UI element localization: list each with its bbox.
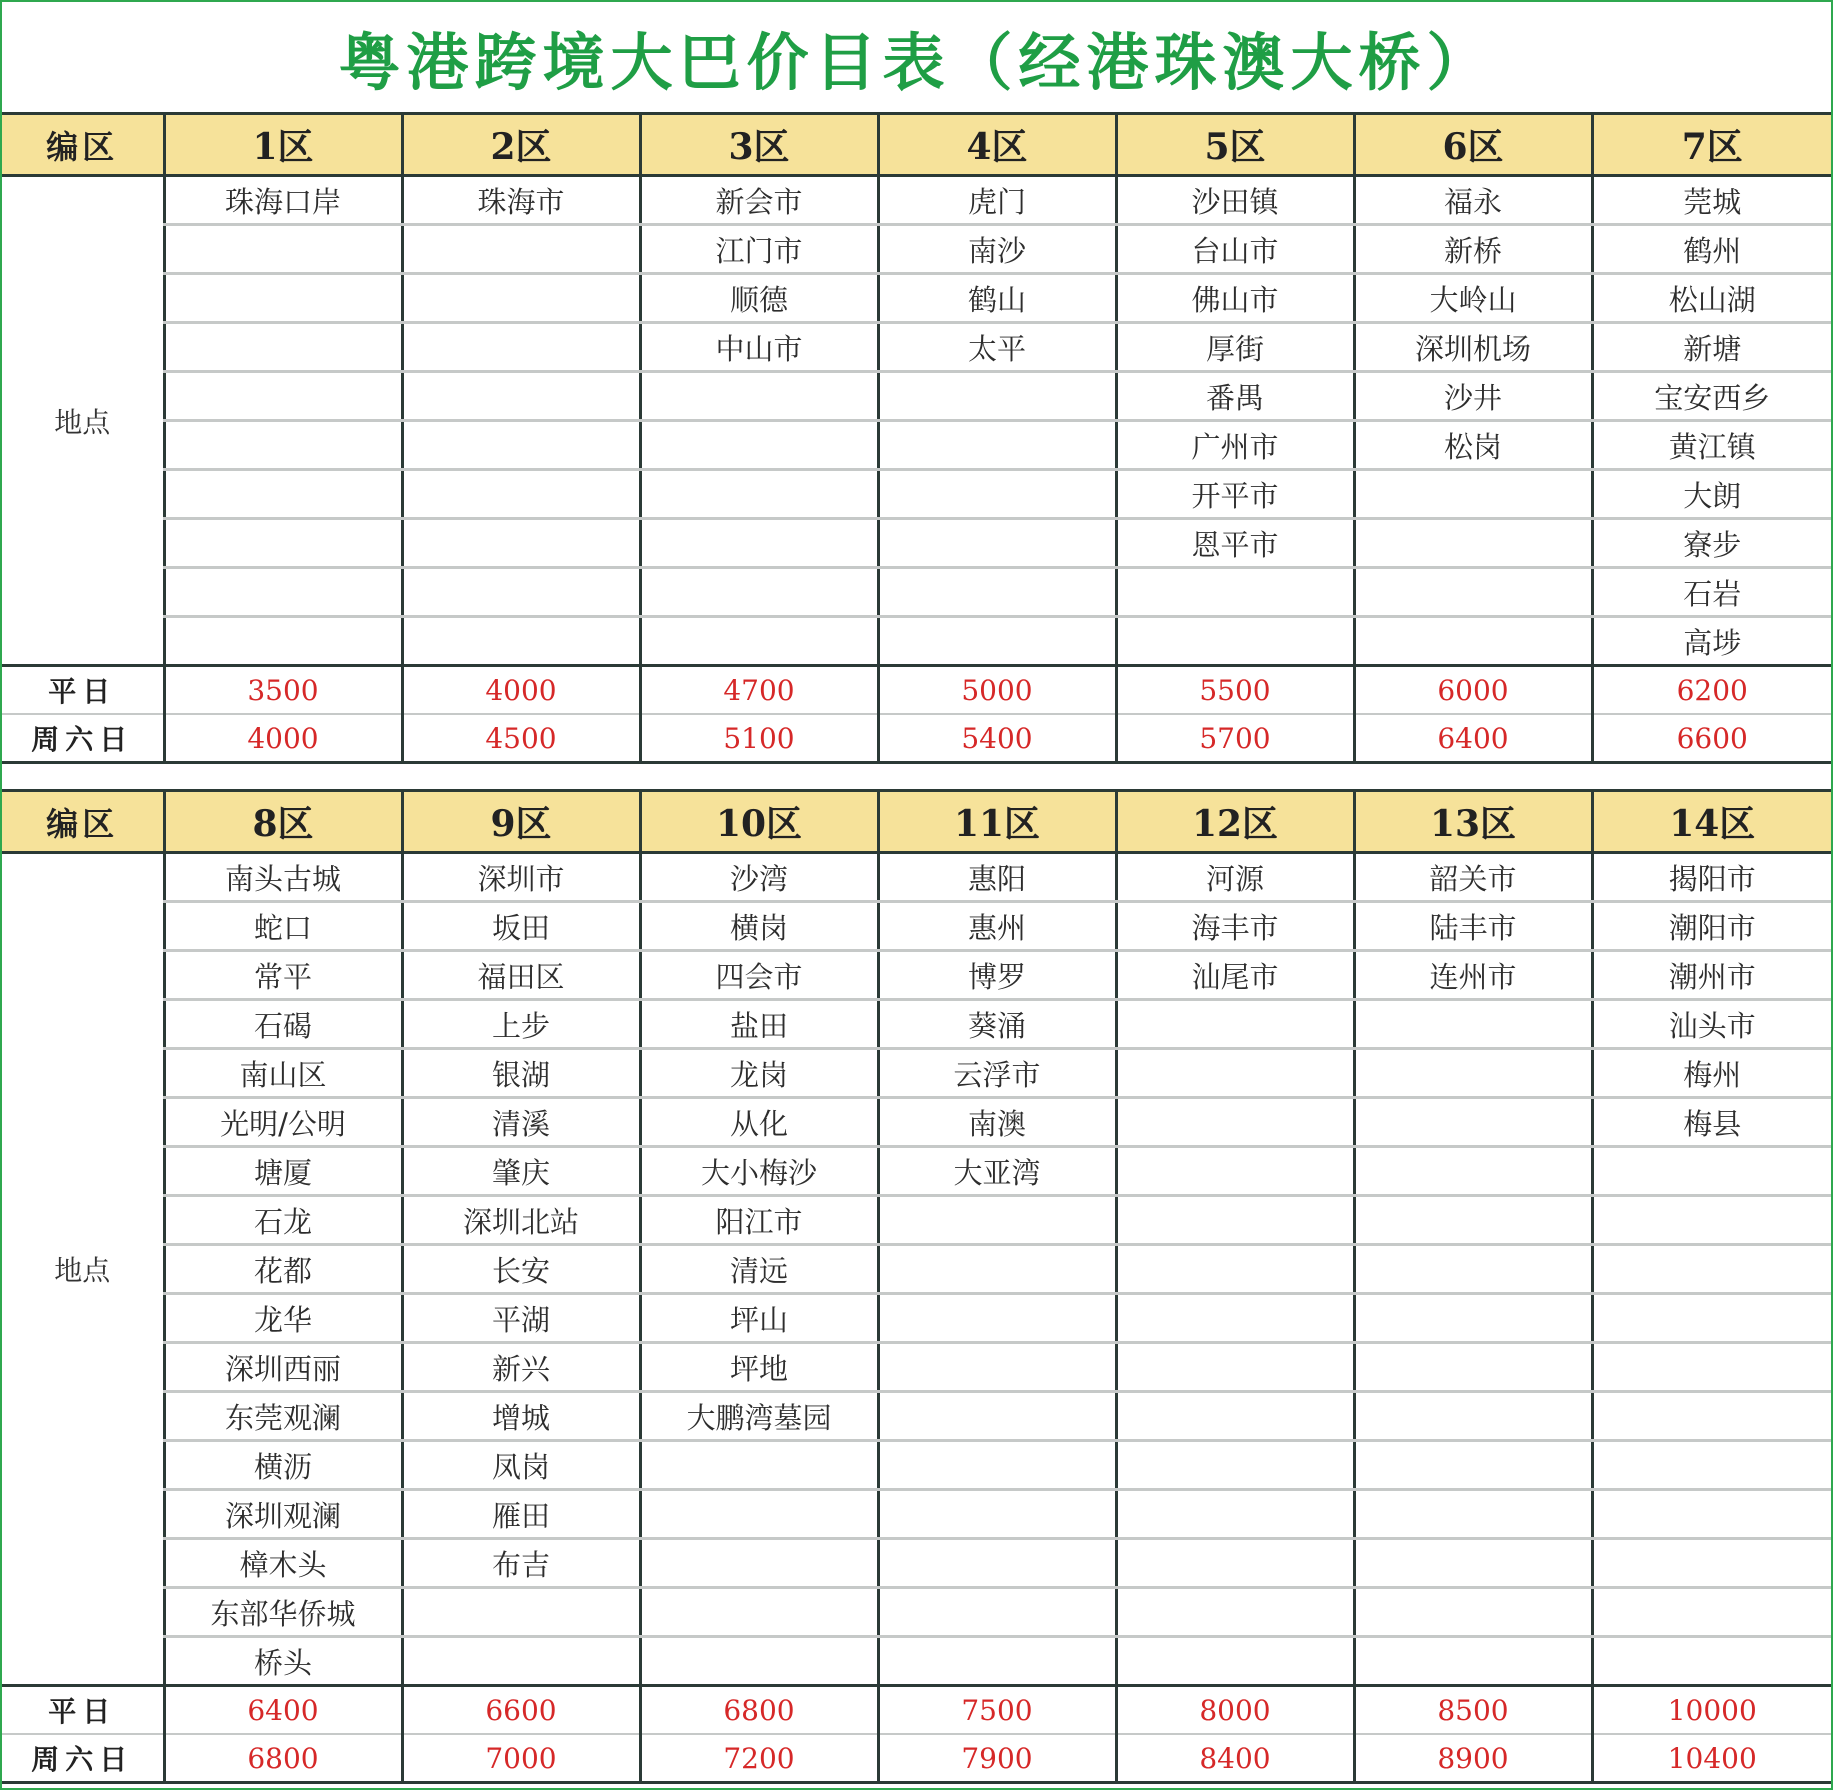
location-cell: [402, 1637, 640, 1686]
location-cell: [1354, 1245, 1592, 1294]
location-cell: 大小梅沙: [640, 1147, 878, 1196]
location-row: [2, 1049, 1831, 1098]
location-cell: [164, 421, 402, 470]
location-cell: 大岭山: [1354, 274, 1592, 323]
location-cell: 海丰市: [1116, 902, 1354, 951]
location-cell: 番禺: [1116, 372, 1354, 421]
weekend-price-cell: 10400: [1592, 1734, 1831, 1783]
location-cell: 清远: [640, 1245, 878, 1294]
location-cell: 横沥: [164, 1441, 402, 1490]
page-title: 粤港跨境大巴价目表（经港珠澳大桥）: [338, 25, 1495, 99]
location-cell: 高埗: [1592, 617, 1831, 666]
location-cell: [878, 1637, 1116, 1686]
location-cell: 石碣: [164, 1000, 402, 1049]
weekend-price-cell: 7000: [402, 1734, 640, 1783]
weekend-label: 周六日: [2, 714, 164, 763]
location-row: [2, 1490, 1831, 1539]
location-row: [2, 176, 1831, 225]
location-cell: 虎门: [878, 176, 1116, 225]
zone-header-cell: 5区: [1116, 114, 1354, 176]
location-cell: 汕尾市: [1116, 951, 1354, 1000]
weekday-price-cell: 4000: [402, 666, 640, 715]
location-row: [2, 1637, 1831, 1686]
location-row: [2, 519, 1831, 568]
location-cell: 汕头市: [1592, 1000, 1831, 1049]
location-row: [2, 902, 1831, 951]
location-cell: [1592, 1637, 1831, 1686]
location-cell: [1116, 617, 1354, 666]
location-cell: [640, 568, 878, 617]
location-cell: 清溪: [402, 1098, 640, 1147]
location-cell: 桥头: [164, 1637, 402, 1686]
location-row: [2, 1588, 1831, 1637]
location-cell: [402, 225, 640, 274]
weekday-price-cell: 6600: [402, 1686, 640, 1735]
location-cell: 深圳观澜: [164, 1490, 402, 1539]
location-cell: [1116, 1196, 1354, 1245]
weekend-price-cell: 6600: [1592, 714, 1831, 763]
location-cell: 深圳西丽: [164, 1343, 402, 1392]
location-cell: 东部华侨城: [164, 1588, 402, 1637]
location-cell: [1116, 1245, 1354, 1294]
location-row: [2, 274, 1831, 323]
location-cell: [1354, 1588, 1592, 1637]
location-cell: 江门市: [640, 225, 878, 274]
fare-table-zones-8-14: [2, 789, 1831, 1784]
location-cell: 韶关市: [1354, 853, 1592, 902]
location-row: [2, 421, 1831, 470]
location-cell: [1116, 1294, 1354, 1343]
location-cell: 宝安西乡: [1592, 372, 1831, 421]
location-cell: [1354, 1147, 1592, 1196]
weekday-price-cell: 8500: [1354, 1686, 1592, 1735]
location-cell: 雁田: [402, 1490, 640, 1539]
weekend-price-cell: 6800: [164, 1734, 402, 1783]
location-row: [2, 1294, 1831, 1343]
location-cell: [164, 568, 402, 617]
location-cell: [1592, 1343, 1831, 1392]
weekend-price-cell: 7900: [878, 1734, 1116, 1783]
location-cell: [878, 1245, 1116, 1294]
location-cell: 开平市: [1116, 470, 1354, 519]
location-row: [2, 1098, 1831, 1147]
location-cell: 深圳北站: [402, 1196, 640, 1245]
zone-header-cell: 10区: [640, 791, 878, 853]
location-cell: 阳江市: [640, 1196, 878, 1245]
location-cell: 新塘: [1592, 323, 1831, 372]
location-cell: [402, 274, 640, 323]
location-cell: 南沙: [878, 225, 1116, 274]
location-cell: 四会市: [640, 951, 878, 1000]
zone-header-row: [2, 114, 1831, 176]
location-cell: 常平: [164, 951, 402, 1000]
location-cell: 厚街: [1116, 323, 1354, 372]
location-cell: [1354, 1637, 1592, 1686]
location-cell: [640, 1539, 878, 1588]
location-cell: 陆丰市: [1354, 902, 1592, 951]
location-cell: 平湖: [402, 1294, 640, 1343]
location-cell: 珠海市: [402, 176, 640, 225]
location-cell: 台山市: [1116, 225, 1354, 274]
location-cell: [1354, 519, 1592, 568]
location-cell: 大鹏湾墓园: [640, 1392, 878, 1441]
zone-header-cell: 1区: [164, 114, 402, 176]
location-cell: [1354, 1294, 1592, 1343]
weekday-price-cell: 10000: [1592, 1686, 1831, 1735]
location-cell: [402, 372, 640, 421]
location-cell: [402, 470, 640, 519]
location-cell: 梅州: [1592, 1049, 1831, 1098]
location-cell: [1116, 1147, 1354, 1196]
table-divider: [2, 768, 1831, 789]
location-cell: 黄江镇: [1592, 421, 1831, 470]
location-cell: 云浮市: [878, 1049, 1116, 1098]
zone-header-cell: 7区: [1592, 114, 1831, 176]
zone-header-cell: 12区: [1116, 791, 1354, 853]
location-cell: [640, 1637, 878, 1686]
location-cell: 沙湾: [640, 853, 878, 902]
location-cell: 揭阳市: [1592, 853, 1831, 902]
location-cell: [1116, 1441, 1354, 1490]
weekend-price-cell: 8900: [1354, 1734, 1592, 1783]
location-cell: [1116, 1392, 1354, 1441]
location-cell: 石龙: [164, 1196, 402, 1245]
location-cell: [1592, 1490, 1831, 1539]
weekend-label: 周六日: [2, 1734, 164, 1783]
location-cell: [1354, 1000, 1592, 1049]
location-cell: [878, 1588, 1116, 1637]
location-cell: [640, 519, 878, 568]
location-cell: [402, 1588, 640, 1637]
location-cell: [878, 1392, 1116, 1441]
weekday-label: 平日: [2, 1686, 164, 1735]
location-cell: [1592, 1147, 1831, 1196]
weekend-price-row: [2, 714, 1831, 763]
location-cell: [164, 519, 402, 568]
location-cell: [878, 568, 1116, 617]
location-cell: [1354, 1343, 1592, 1392]
weekday-price-cell: 6000: [1354, 666, 1592, 715]
location-cell: [878, 1441, 1116, 1490]
location-cell: [1116, 568, 1354, 617]
location-cell: [164, 323, 402, 372]
location-cell: 坂田: [402, 902, 640, 951]
location-cell: [164, 470, 402, 519]
location-cell: 樟木头: [164, 1539, 402, 1588]
location-cell: [1354, 1490, 1592, 1539]
zone-header-cell: 11区: [878, 791, 1116, 853]
location-cell: 凤岗: [402, 1441, 640, 1490]
location-cell: [878, 372, 1116, 421]
location-cell: [878, 421, 1116, 470]
weekday-price-row: [2, 666, 1831, 715]
location-cell: 盐田: [640, 1000, 878, 1049]
location-cell: 鹤州: [1592, 225, 1831, 274]
location-cell: 花都: [164, 1245, 402, 1294]
location-cell: 光明/公明: [164, 1098, 402, 1147]
location-cell: [1354, 568, 1592, 617]
fare-table-zones-1-7: [2, 112, 1831, 764]
weekend-price-cell: 5400: [878, 714, 1116, 763]
location-cell: 新兴: [402, 1343, 640, 1392]
weekend-price-cell: 5700: [1116, 714, 1354, 763]
location-cell: [1116, 1637, 1354, 1686]
weekday-price-cell: 3500: [164, 666, 402, 715]
location-cell: [1354, 1049, 1592, 1098]
location-row: [2, 1343, 1831, 1392]
location-cell: [640, 1588, 878, 1637]
weekday-price-cell: 5000: [878, 666, 1116, 715]
location-cell: 从化: [640, 1098, 878, 1147]
location-cell: [640, 1490, 878, 1539]
zone-header-cell: 8区: [164, 791, 402, 853]
location-cell: 太平: [878, 323, 1116, 372]
location-cell: [1592, 1392, 1831, 1441]
weekend-price-row: [2, 1734, 1831, 1783]
location-cell: [1116, 1539, 1354, 1588]
location-row: [2, 1147, 1831, 1196]
location-cell: 河源: [1116, 853, 1354, 902]
location-cell: 惠阳: [878, 853, 1116, 902]
weekend-price-cell: 6400: [1354, 714, 1592, 763]
location-cell: 横岗: [640, 902, 878, 951]
location-cell: 银湖: [402, 1049, 640, 1098]
location-cell: [1592, 1539, 1831, 1588]
location-row: [2, 1245, 1831, 1294]
location-cell: 坪地: [640, 1343, 878, 1392]
location-cell: 深圳机场: [1354, 323, 1592, 372]
location-row: [2, 470, 1831, 519]
location-cell: 石岩: [1592, 568, 1831, 617]
location-row: [2, 951, 1831, 1000]
location-cell: 长安: [402, 1245, 640, 1294]
location-cell: 中山市: [640, 323, 878, 372]
location-row: [2, 372, 1831, 421]
location-label: 地点: [54, 1254, 111, 1287]
location-cell: [1354, 470, 1592, 519]
zone-header-label: 编区: [2, 791, 164, 853]
location-cell: 龙岗: [640, 1049, 878, 1098]
location-cell: [878, 1343, 1116, 1392]
location-cell: 珠海口岸: [164, 176, 402, 225]
location-cell: [1354, 1539, 1592, 1588]
location-cell: 新桥: [1354, 225, 1592, 274]
location-cell: 东莞观澜: [164, 1392, 402, 1441]
location-cell: 肇庆: [402, 1147, 640, 1196]
weekday-price-cell: 7500: [878, 1686, 1116, 1735]
location-cell: 潮州市: [1592, 951, 1831, 1000]
weekend-price-cell: 7200: [640, 1734, 878, 1783]
location-cell: [640, 470, 878, 519]
location-cell: [878, 1539, 1116, 1588]
location-cell: [878, 1294, 1116, 1343]
weekday-price-cell: 5500: [1116, 666, 1354, 715]
location-cell: [164, 372, 402, 421]
location-cell: [1354, 617, 1592, 666]
location-cell: [1354, 1392, 1592, 1441]
location-cell: [402, 323, 640, 372]
location-cell: [640, 372, 878, 421]
location-cell: 松岗: [1354, 421, 1592, 470]
zone-header-cell: 14区: [1592, 791, 1831, 853]
zone-header-cell: 6区: [1354, 114, 1592, 176]
location-cell: [164, 225, 402, 274]
location-cell: [402, 519, 640, 568]
location-cell: [878, 617, 1116, 666]
location-row: [2, 853, 1831, 902]
location-cell: 蛇口: [164, 902, 402, 951]
location-cell: 连州市: [1354, 951, 1592, 1000]
location-row: [2, 1539, 1831, 1588]
zone-header-label: 编区: [2, 114, 164, 176]
weekday-price-cell: 8000: [1116, 1686, 1354, 1735]
location-cell: [1116, 1490, 1354, 1539]
location-cell: [878, 1196, 1116, 1245]
location-cell: [164, 617, 402, 666]
weekday-price-cell: 6200: [1592, 666, 1831, 715]
location-cell: 布吉: [402, 1539, 640, 1588]
location-cell: 葵涌: [878, 1000, 1116, 1049]
location-cell: 福永: [1354, 176, 1592, 225]
location-cell: 增城: [402, 1392, 640, 1441]
location-cell: [402, 617, 640, 666]
weekday-label: 平日: [2, 666, 164, 715]
location-cell: [1592, 1588, 1831, 1637]
location-cell: [1592, 1294, 1831, 1343]
zone-header-cell: 13区: [1354, 791, 1592, 853]
zone-header-cell: 3区: [640, 114, 878, 176]
location-cell: [640, 421, 878, 470]
location-cell: 梅县: [1592, 1098, 1831, 1147]
weekend-price-cell: 4500: [402, 714, 640, 763]
location-cell: [1354, 1196, 1592, 1245]
weekday-price-cell: 6800: [640, 1686, 878, 1735]
zone-header-row: [2, 791, 1831, 853]
location-cell: 顺德: [640, 274, 878, 323]
location-cell: [1116, 1588, 1354, 1637]
location-cell: 惠州: [878, 902, 1116, 951]
location-cell: [1354, 1441, 1592, 1490]
location-cell: [164, 274, 402, 323]
weekday-price-cell: 4700: [640, 666, 878, 715]
zone-header-cell: 9区: [402, 791, 640, 853]
location-cell: 佛山市: [1116, 274, 1354, 323]
location-cell: 龙华: [164, 1294, 402, 1343]
location-cell: [878, 470, 1116, 519]
location-row: [2, 1000, 1831, 1049]
location-cell: [1354, 1098, 1592, 1147]
location-cell: 恩平市: [1116, 519, 1354, 568]
location-cell: 新会市: [640, 176, 878, 225]
weekend-price-cell: 5100: [640, 714, 878, 763]
weekday-price-cell: 6400: [164, 1686, 402, 1735]
location-cell: 大朗: [1592, 470, 1831, 519]
weekend-price-cell: 8400: [1116, 1734, 1354, 1783]
location-cell: [1116, 1000, 1354, 1049]
location-cell: 沙田镇: [1116, 176, 1354, 225]
location-row: [2, 568, 1831, 617]
location-cell: [878, 519, 1116, 568]
location-cell: [1592, 1245, 1831, 1294]
location-row: [2, 1392, 1831, 1441]
location-cell: 上步: [402, 1000, 640, 1049]
location-row: [2, 1441, 1831, 1490]
location-row: [2, 1196, 1831, 1245]
location-cell: 松山湖: [1592, 274, 1831, 323]
location-cell: [1592, 1196, 1831, 1245]
location-cell: 博罗: [878, 951, 1116, 1000]
location-cell: [878, 1490, 1116, 1539]
location-cell: 南山区: [164, 1049, 402, 1098]
location-cell: [1116, 1343, 1354, 1392]
location-cell: 福田区: [402, 951, 640, 1000]
location-cell: 鹤山: [878, 274, 1116, 323]
location-row: [2, 323, 1831, 372]
weekday-price-row: [2, 1686, 1831, 1735]
location-cell: 广州市: [1116, 421, 1354, 470]
location-cell: 南澳: [878, 1098, 1116, 1147]
location-cell: [640, 617, 878, 666]
zone-header-cell: 4区: [878, 114, 1116, 176]
location-cell: 大亚湾: [878, 1147, 1116, 1196]
location-cell: 沙井: [1354, 372, 1592, 421]
location-cell: [1116, 1098, 1354, 1147]
location-cell: 塘厦: [164, 1147, 402, 1196]
location-label: 地点: [54, 405, 111, 439]
location-cell: 潮阳市: [1592, 902, 1831, 951]
location-cell: [402, 421, 640, 470]
location-cell: [1116, 1049, 1354, 1098]
location-cell: [640, 1441, 878, 1490]
location-row: [2, 617, 1831, 666]
location-cell: 南头古城: [164, 853, 402, 902]
zone-header-cell: 2区: [402, 114, 640, 176]
location-cell: 坪山: [640, 1294, 878, 1343]
location-cell: 寮步: [1592, 519, 1831, 568]
location-cell: 深圳市: [402, 853, 640, 902]
location-cell: 莞城: [1592, 176, 1831, 225]
weekend-price-cell: 4000: [164, 714, 402, 763]
location-cell: [402, 568, 640, 617]
location-row: [2, 225, 1831, 274]
location-cell: [1592, 1441, 1831, 1490]
